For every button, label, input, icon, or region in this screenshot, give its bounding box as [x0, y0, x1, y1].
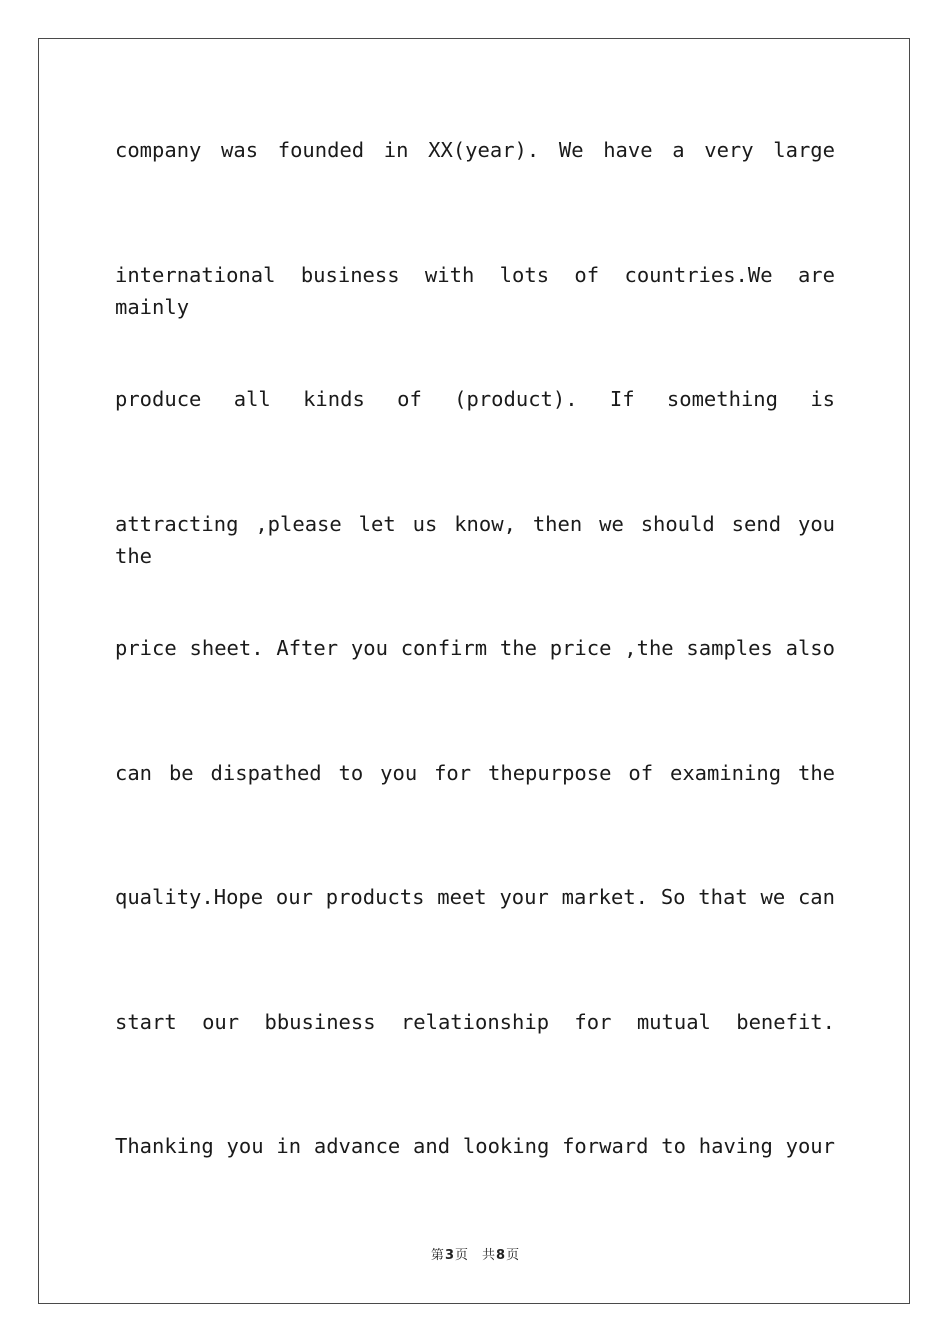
total-prefix: 共: [482, 1248, 496, 1263]
text-line-3: produce all kinds of (product). If something is: [115, 387, 835, 411]
total-suffix: 页: [506, 1248, 520, 1263]
current-page-number: 3: [444, 1248, 454, 1263]
text-line-6: can be dispathed to you for thepurpose of examining the: [115, 760, 835, 785]
text-line-5: price sheet. After you confirm the price ,the samples also: [115, 636, 835, 660]
text-line-1: company was founded in XX(year). We have a very large: [115, 138, 835, 162]
page-prefix: 第: [430, 1248, 444, 1263]
text-line-8: start our bbusiness relationship for mutual benefit.: [115, 1009, 835, 1034]
page-suffix: 页: [454, 1248, 468, 1263]
text-line-7: quality.Hope our products meet your market. So that we can: [115, 885, 835, 909]
text-line-2: international business with lots of countries.We are mainly: [115, 262, 835, 319]
body-text: [115, 134, 835, 1255]
page-footer: [0, 1246, 950, 1266]
text-line-4: attracting ,please let us know, then we should send you the: [115, 511, 835, 568]
text-line-9: Thanking you in advance and looking forward to having your: [115, 1134, 835, 1158]
total-pages-number: 8: [496, 1248, 506, 1263]
